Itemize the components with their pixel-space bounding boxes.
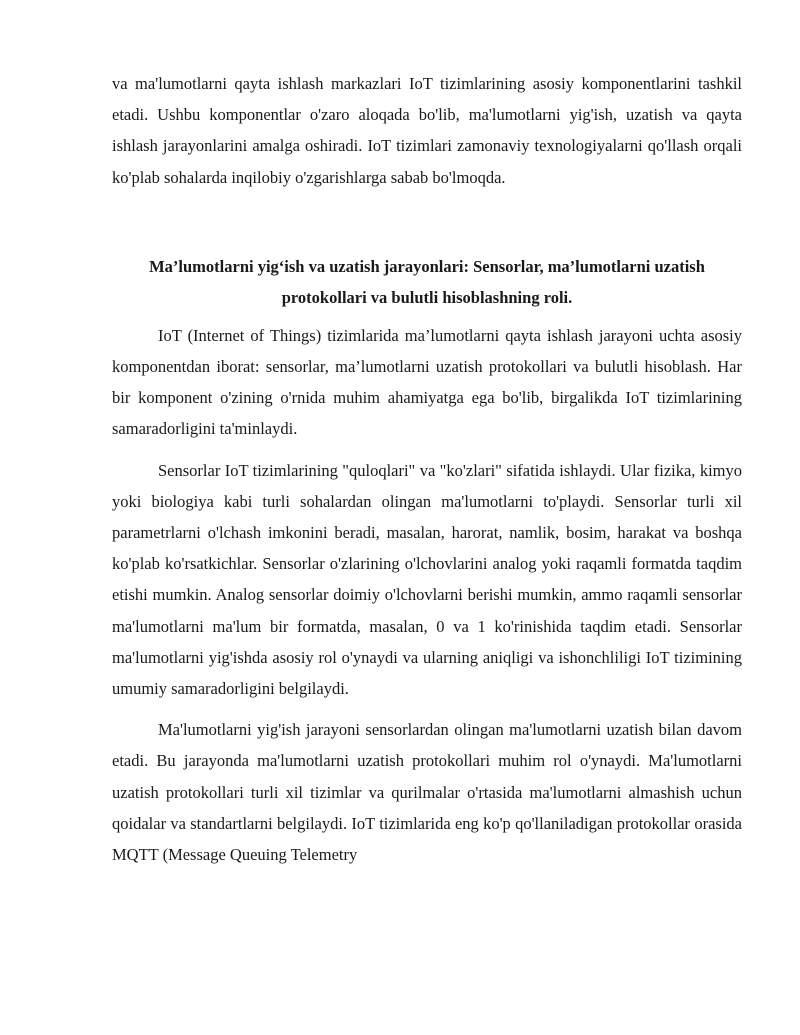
paragraph-data-transfer: Ma'lumotlarni yig'ish jarayoni sensorlardan olingan ma'lumotlarni uzatish bilan davom etadi. Bu jarayonda ma'lumotlarni uzatish protokollari muhim rol o'ynaydi. Ma'lumotlarni uzatish protokollari turli xil tizimlar va qurilmalar o'rtasida ma'lumotlarni almashish uchun qoidalar va standartlarni belgilaydi. IoT tizimlarida eng ko'p qo'llaniladigan protokollar orasida MQTT (Message Queuing Telemetry — [112, 720, 742, 865]
document-page — [112, 68, 742, 870]
paragraph-sensors: Sensorlar IoT tizimlarining "quloqlari" va "ko'zlari" sifatida ishlaydi. Ular fizika, kimyo yoki biologiya kabi turli sohalardan olingan ma'lumotlarni to'playdi. Sensorlar turli xil parametrlarni o'lchash imkonini beradi, masalan, harorat, namlik, bosim, harakat va boshqa ko'plab ko'rsatkichlar. Sensorlar o'zlarining o'lchovlarini analog yoki raqamli formatda taqdim etishi mumkin. Analog sensorlar doimiy o'lchovlarni berishi mumkin, ammo raqamli sensorlar ma'lumotlarni ma'lum bir formatda, masalan, 0 va 1 ko'rinishida taqdim etadi. Sensorlar ma'lumotlarni yig'ishda asosiy rol o'ynaydi va ularning aniqligi va ishonchliligi IoT tizimining umumiy samaradorligini belgilaydi. — [112, 460, 742, 699]
paragraph-intro-continuation: va ma'lumotlarni qayta ishlash markazlari IoT tizimlarining asosiy komponentlarini tashkil etadi. Ushbu komponentlar o'zaro aloqada bo'lib, ma'lumotlarni yig'ish, uzatish va qayta ishlash jarayonlarini amalga oshiradi. IoT tizimlari zamonaviy texnologiyalarni qo'llash orqali ko'plab sohalarda inqilobiy o'zgarishlarga sabab bo'lmoqda. — [112, 74, 742, 187]
section-heading: Ma’lumotlarni yig‘ish va uzatish jarayonlari: Sensorlar, ma’lumotlarni uzatish protokollari va bulutli hisoblashning roli. — [149, 256, 705, 308]
paragraph-iot-overview: IoT (Internet of Things) tizimlarida ma’lumotlarni qayta ishlash jarayoni uchta asosiy komponentdan iborat: sensorlar, ma’lumotlarni uzatish protokollari va bulutli hisoblash. Har bir komponent o'zining o'rnida muhim ahamiyatga ega bo'lib, birgalikda IoT tizimlarining samaradorligini ta'minlaydi. — [112, 325, 742, 439]
